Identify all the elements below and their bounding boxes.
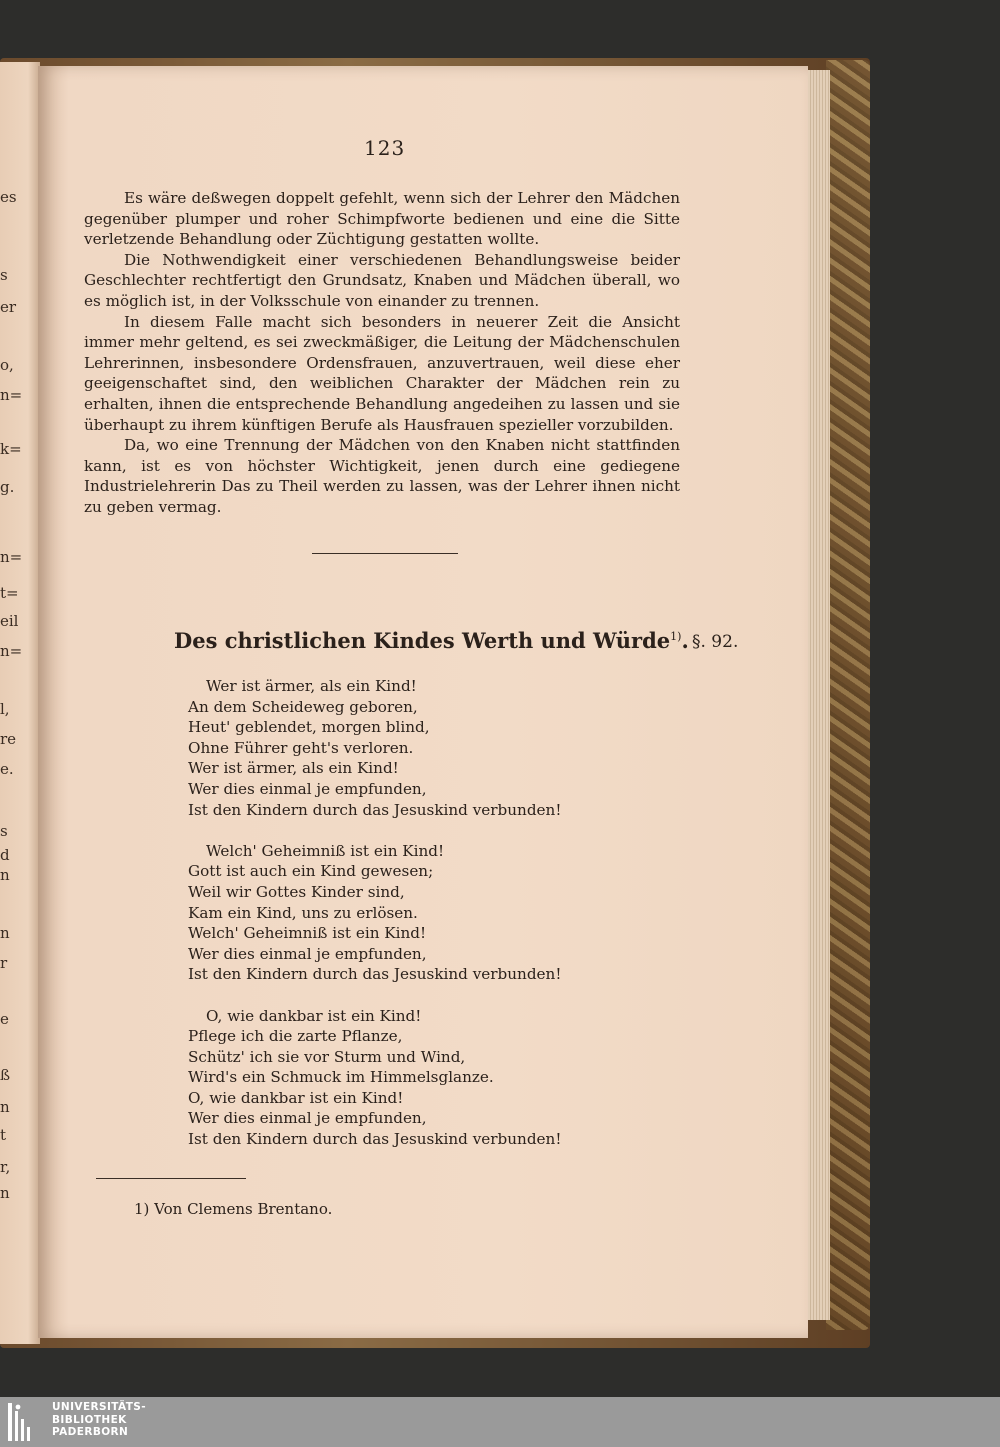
left-page-text: d bbox=[0, 846, 10, 864]
poem-line: Ohne Führer geht's verloren. bbox=[188, 738, 414, 757]
poem-line: Welch' Geheimniß ist ein Kind! bbox=[206, 841, 445, 860]
paragraph: In diesem Falle macht sich besonders in neuerer Zeit die Ansicht immer mehr geltend, es sei zweckmäßiger, die Leitung der Mädchenschulen Lehrerinnen, insbesondere Ordensfrauen, anzuvertrauen, weil diese eher geeigenschaftet sind, den weiblichen Charakter der Mädchen rein zu erhalten, ihnen die entsprechende Behandlung angedeihen zu lassen und sie überhaupt zu ihrem künftigen Berufe als Hausfrauen spezieller vorzubilden. bbox=[84, 312, 680, 434]
left-page-text: n bbox=[0, 1184, 10, 1202]
left-page-fragment bbox=[0, 62, 40, 1344]
section-number: §. 92. bbox=[692, 632, 739, 652]
poem-line: Wer ist ärmer, als ein Kind! bbox=[188, 759, 399, 778]
poem-title-text: Des christlichen Kindes Werth und Würde bbox=[174, 628, 671, 653]
left-page-text: ß bbox=[0, 1066, 11, 1084]
library-name-line: BIBLIOTHEK bbox=[52, 1413, 127, 1426]
poem-body bbox=[188, 676, 561, 1170]
library-name-line: UNIVERSITÄTS- bbox=[52, 1401, 147, 1413]
section-divider bbox=[312, 553, 458, 554]
footnote: 1) Von Clemens Brentano. bbox=[134, 1200, 333, 1218]
left-page-text: n bbox=[0, 924, 10, 942]
library-banner bbox=[0, 1397, 1000, 1447]
left-page-text: g. bbox=[0, 478, 15, 496]
poem-line: Ist den Kindern durch das Jesuskind verbunden! bbox=[188, 800, 562, 819]
poem-line: Wer ist ärmer, als ein Kind! bbox=[206, 677, 417, 695]
poem-line: Weil wir Gottes Kinder sind, bbox=[188, 882, 405, 901]
left-page-text: k= bbox=[0, 440, 22, 458]
footnote-ref: 1) bbox=[670, 630, 682, 643]
left-page-text: n= bbox=[0, 386, 23, 404]
left-page-text: r bbox=[0, 954, 8, 972]
poem-line: Kam ein Kind, uns zu erlösen. bbox=[188, 903, 418, 922]
poem-line: O, wie dankbar ist ein Kind! bbox=[188, 1088, 404, 1107]
left-page-text: es bbox=[0, 188, 17, 206]
paragraph: Da, wo eine Trennung der Mädchen von den Knaben nicht stattfinden kann, ist es von höchster Wichtigkeit, jenen durch eine gediegene Industrielehrerin Das zu Theil werden zu lassen, was der Lehrer ihnen nicht zu geben vermag. bbox=[84, 436, 680, 516]
poem-line: Ist den Kindern durch das Jesuskind verbunden! bbox=[188, 965, 562, 984]
page-number: 123 bbox=[364, 136, 406, 160]
left-page-text: n= bbox=[0, 642, 23, 660]
library-logo-icon bbox=[6, 1401, 44, 1443]
left-page-text: eil bbox=[0, 612, 19, 630]
left-page-text: l, bbox=[0, 700, 10, 718]
left-page-text: n bbox=[0, 1098, 10, 1116]
left-page-text: er bbox=[0, 298, 17, 316]
paragraph: Die Nothwendigkeit einer verschiedenen Behandlungsweise beider Geschlechter rechtfertigt den Grundsatz, Knaben und Mädchen überall, wo es möglich ist, in der Volksschule von einander zu trennen. bbox=[84, 250, 680, 310]
poem-line: Gott ist auch ein Kind gewesen; bbox=[188, 862, 434, 881]
left-page-text: n bbox=[0, 866, 10, 884]
left-page-text: e bbox=[0, 1010, 9, 1028]
poem-stanza bbox=[188, 841, 561, 985]
marbled-fore-edge bbox=[826, 60, 870, 1330]
poem-stanza bbox=[188, 1006, 561, 1150]
left-page-text: s bbox=[0, 266, 8, 284]
paragraph: Es wäre deßwegen doppelt gefehlt, wenn sich der Lehrer den Mädchen gegenüber plumper und roher Schimpfworte bedienen und eine die Sitte verletzende Behandlung oder Züchtigung gestatten wollte. bbox=[84, 189, 680, 249]
library-name bbox=[52, 1401, 146, 1439]
left-page-text: re bbox=[0, 730, 17, 748]
poem-stanza bbox=[188, 676, 561, 820]
poem-line: Welch' Geheimniß ist ein Kind! bbox=[188, 924, 427, 943]
poem-line: Wer dies einmal je empfunden, bbox=[188, 779, 427, 798]
poem-line: An dem Scheideweg geboren, bbox=[188, 697, 418, 716]
poem-line: Wird's ein Schmuck im Himmelsglanze. bbox=[188, 1068, 494, 1087]
poem-title: Des christlichen Kindes Werth und Würde$^{1)}$. bbox=[174, 628, 689, 653]
left-page-text: e. bbox=[0, 760, 14, 778]
poem-line: Wer dies einmal je empfunden, bbox=[188, 944, 427, 963]
book-page bbox=[38, 66, 808, 1338]
poem-line: Wer dies einmal je empfunden, bbox=[188, 1109, 427, 1128]
footnote-divider bbox=[96, 1178, 246, 1179]
poem-line: Ist den Kindern durch das Jesuskind verbunden! bbox=[188, 1130, 562, 1149]
left-page-text: t= bbox=[0, 584, 19, 602]
left-page-text: s bbox=[0, 822, 8, 840]
left-page-text: t bbox=[0, 1126, 7, 1144]
left-page-text: r, bbox=[0, 1158, 11, 1176]
left-page-text: n= bbox=[0, 548, 23, 566]
left-page-text: o, bbox=[0, 356, 14, 374]
poem-line: Pflege ich die zarte Pflanze, bbox=[188, 1027, 403, 1046]
poem-line: O, wie dankbar ist ein Kind! bbox=[206, 1006, 422, 1025]
library-name-line: PADERBORN bbox=[52, 1426, 129, 1438]
poem-line: Schütz' ich sie vor Sturm und Wind, bbox=[188, 1047, 466, 1066]
poem-line: Heut' geblendet, morgen blind, bbox=[188, 718, 430, 737]
prose-block bbox=[84, 188, 680, 518]
